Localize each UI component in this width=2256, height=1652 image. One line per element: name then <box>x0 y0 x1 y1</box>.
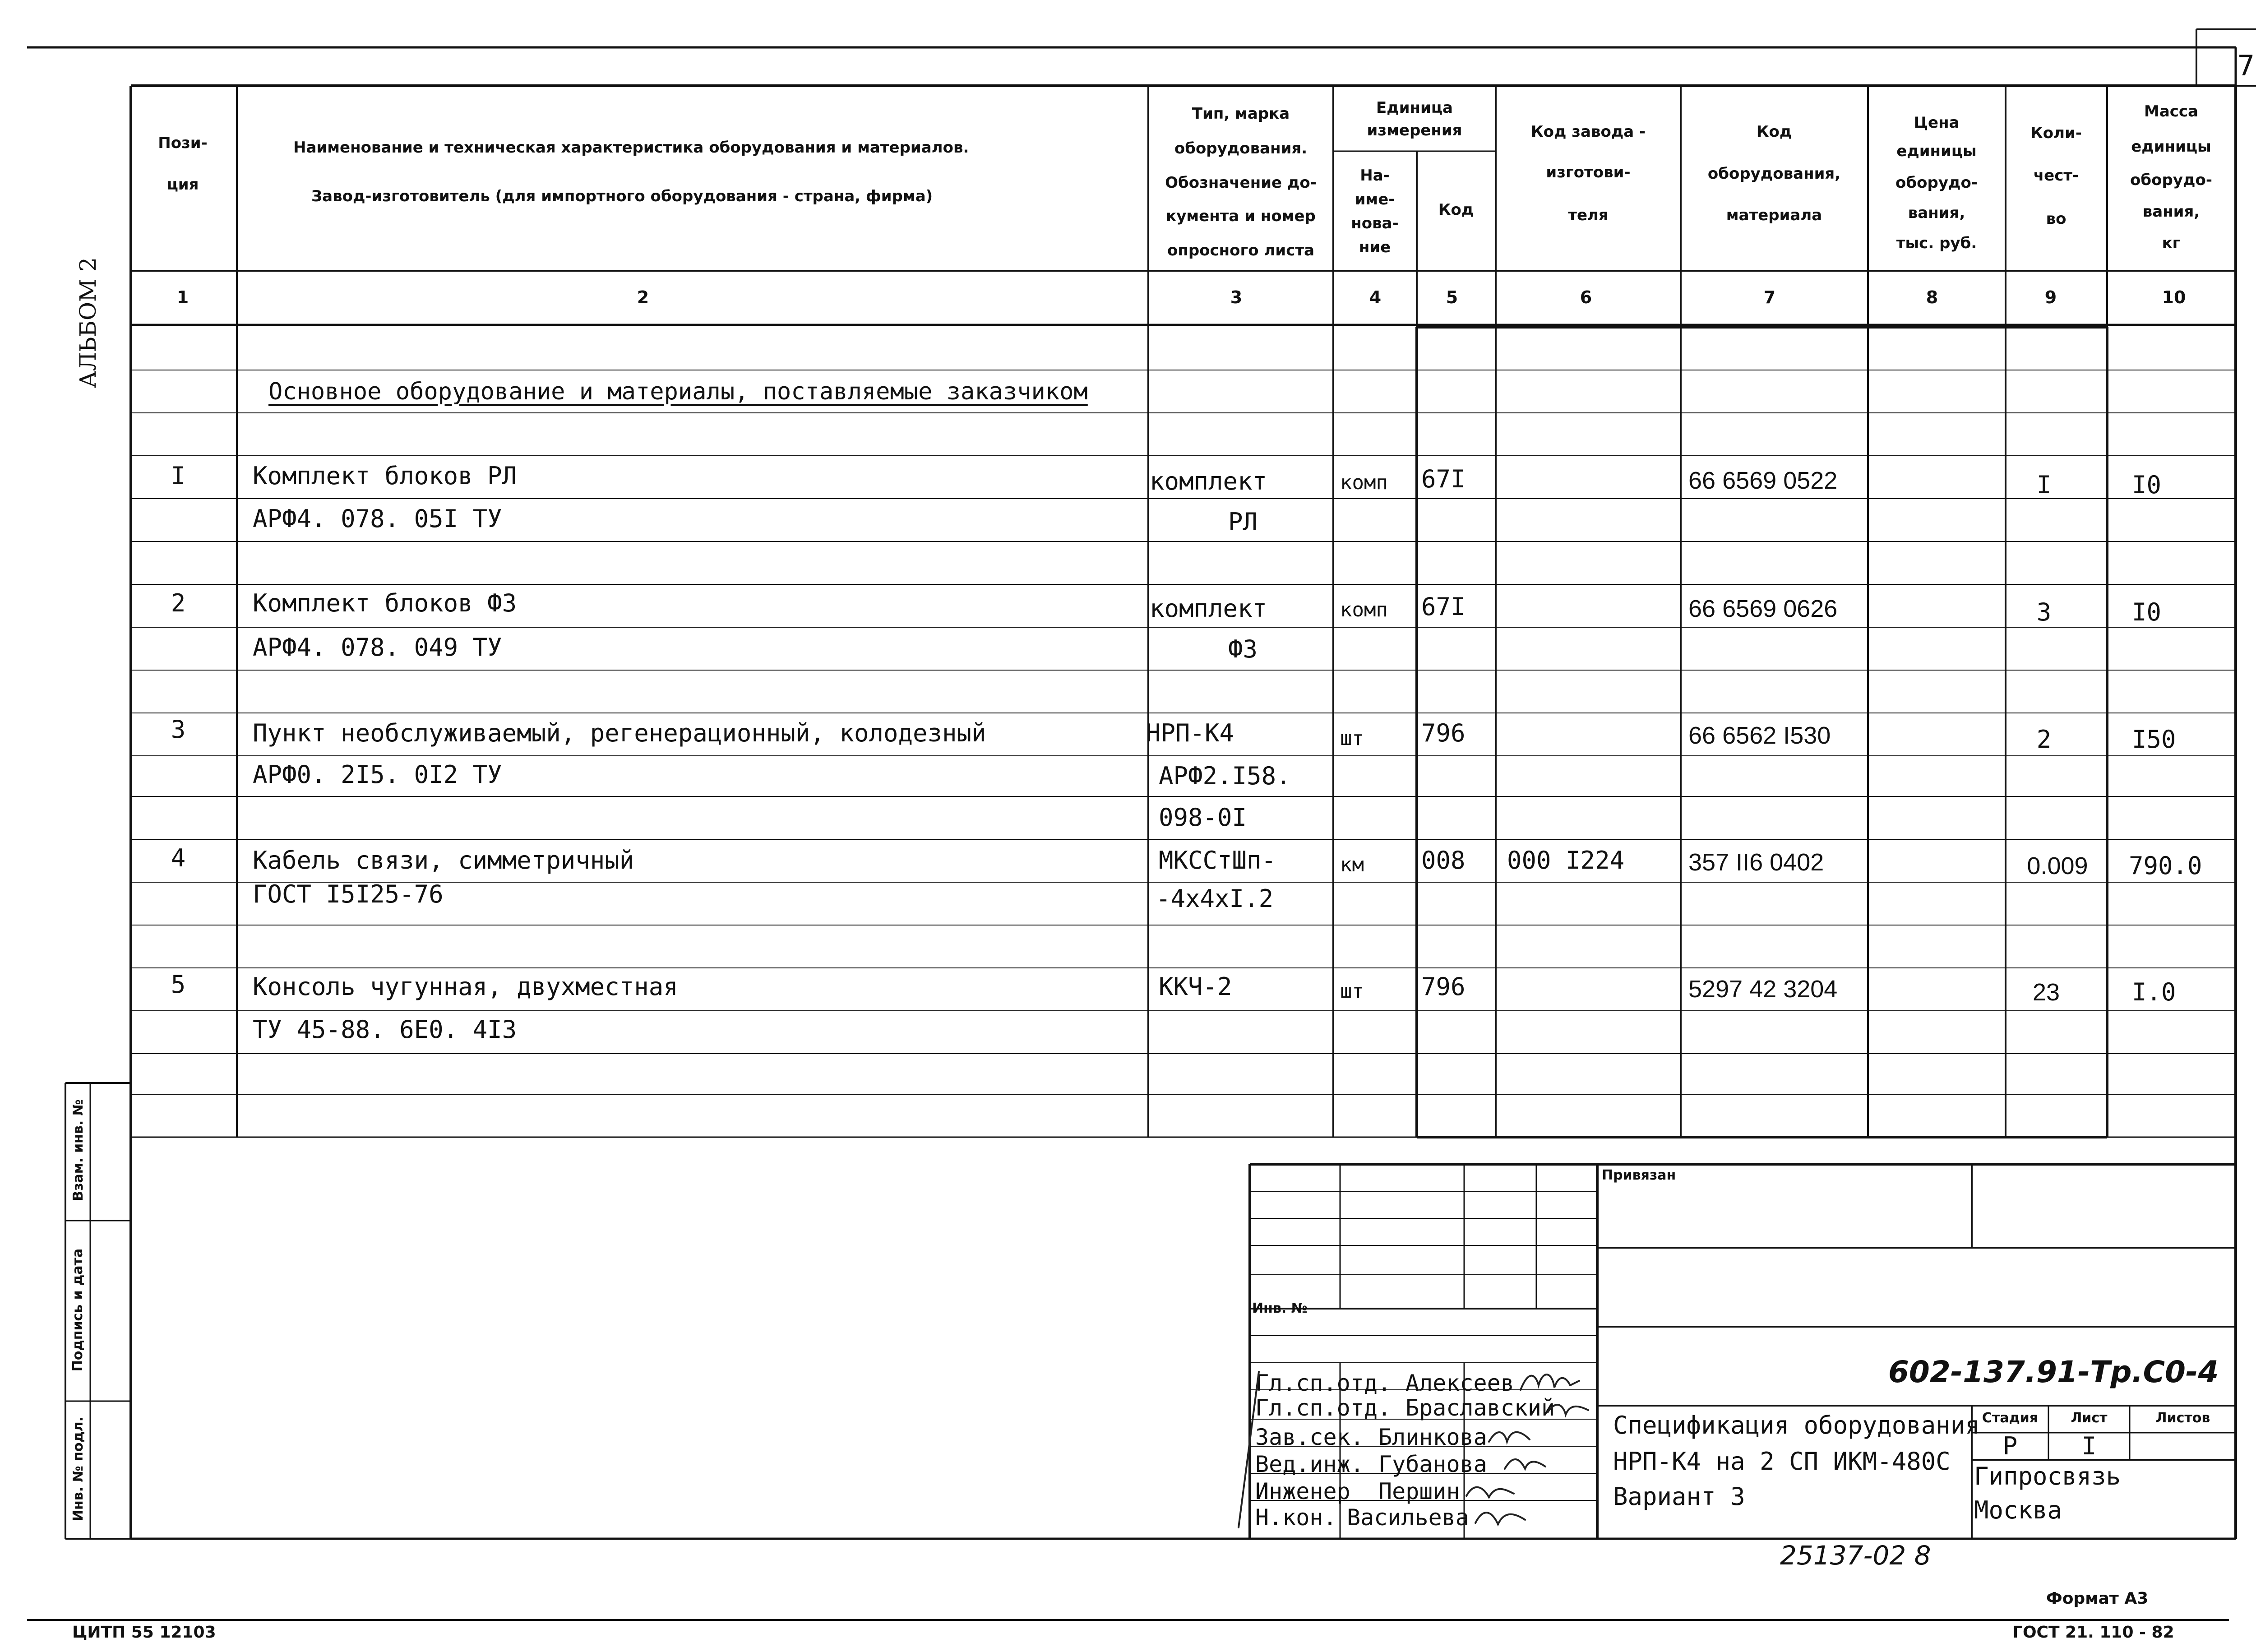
sheet-number: 7 <box>2237 49 2255 82</box>
item-1-mass: I0 <box>2132 471 2162 499</box>
header-type-line1: Тип, марка <box>1192 105 1290 123</box>
description-line3: Вариант 3 <box>1613 1482 1745 1511</box>
item-2-document: АРФ4. 078. 049 ТУ <box>253 633 502 662</box>
header-mass-line5: кг <box>2162 234 2181 252</box>
item-5-equipment-code: 5297 42 3204 <box>1688 976 1838 1003</box>
item-4-type-line2: -4х4хI.2 <box>1156 884 1274 913</box>
header-type-line4: кумента и номер <box>1166 207 1316 225</box>
header-equipment-code-line2: оборудования, <box>1707 165 1841 183</box>
item-5-position: 5 <box>171 970 186 999</box>
privyazan-label: Привязан <box>1602 1167 1676 1183</box>
signature-2-role: Гл.сп.отд. <box>1255 1395 1392 1421</box>
header-position-line1: Пози- <box>158 134 208 152</box>
item-2-type: комплект <box>1150 594 1267 623</box>
inventory-number-label: Инв. № <box>1252 1300 1308 1316</box>
signature-5-role: Инженер <box>1255 1478 1350 1504</box>
header-unit-group-line2: измерения <box>1367 121 1462 139</box>
item-2-mass: I0 <box>2132 598 2162 626</box>
item-3-name: Пункт необслуживаемый, регенерационный, колодезный <box>253 719 986 747</box>
stamp-original-inv: Инв. № подл. <box>70 1416 86 1522</box>
item-2-type-line2: ФЗ <box>1228 635 1258 663</box>
item-2-unit-code: 67I <box>1421 592 1465 621</box>
item-5-type: ККЧ-2 <box>1159 972 1232 1001</box>
column-number-3: 3 <box>1230 287 1243 307</box>
column-number-2: 2 <box>637 287 649 307</box>
header-price-line1: Цена <box>1914 114 1960 132</box>
description-line1: Спецификация оборудования <box>1613 1411 1980 1439</box>
item-1-equipment-code: 66 6569 0522 <box>1688 467 1838 494</box>
header-type-line5: опросного листа <box>1167 241 1315 259</box>
item-4-equipment-code: 357 II6 0402 <box>1688 849 1824 876</box>
item-3-unit: шт <box>1340 727 1364 750</box>
item-5-unit: шт <box>1340 980 1364 1003</box>
header-unit-group-line1: Единица <box>1376 99 1453 117</box>
header-equipment-code-line3: материала <box>1726 206 1822 224</box>
item-3-mass: I50 <box>2132 725 2176 754</box>
column-number-7: 7 <box>1763 287 1776 307</box>
signature-3-name: Блинкова <box>1378 1424 1487 1450</box>
item-3-equipment-code: 66 6562 I530 <box>1688 722 1831 749</box>
item-5-name: Консоль чугунная, двухместная <box>253 972 678 1001</box>
item-1-type: комплект <box>1150 467 1267 495</box>
header-price-line5: тыс. руб. <box>1896 234 1977 252</box>
header-unit-name-line4: ние <box>1359 238 1391 256</box>
item-1-unit: комп <box>1340 471 1388 494</box>
item-3-type-line2: АРФ2.I58. <box>1159 762 1291 790</box>
item-1-position: I <box>171 462 186 490</box>
item-1-quantity: I <box>2036 471 2052 499</box>
header-price-line2: единицы <box>1896 142 1977 160</box>
item-4-unit: км <box>1340 853 1364 876</box>
format-label: Формат А3 <box>2046 1589 2149 1608</box>
column-number-10: 10 <box>2162 287 2186 307</box>
item-3-type: НРП-К4 <box>1146 719 1234 747</box>
item-2-equipment-code: 66 6569 0626 <box>1688 595 1838 622</box>
section-title: Основное оборудование и материалы, поставляемые заказчиком <box>268 378 1088 405</box>
item-4-type: МКССтШп- <box>1159 846 1276 875</box>
item-4-position: 4 <box>171 844 186 872</box>
header-mass-line4: вания, <box>2142 203 2200 221</box>
footer-standard: ГОСТ 21. 110 - 82 <box>2012 1623 2174 1642</box>
signature-4-role: Вед.инж. <box>1255 1451 1364 1477</box>
item-3-position: 3 <box>171 715 186 744</box>
item-2-position: 2 <box>171 589 186 617</box>
signature-2-name: Браславский <box>1405 1395 1555 1421</box>
signature-1-role: Гл.сп.отд. <box>1255 1370 1392 1396</box>
stage-value: Р <box>2002 1432 2018 1460</box>
item-4-name: Кабель связи, симметричный <box>253 846 634 875</box>
signature-3-role: Зав.сек. <box>1255 1424 1364 1450</box>
item-5-mass: I.0 <box>2132 978 2176 1006</box>
item-4-factory-code: 000 I224 <box>1507 846 1625 875</box>
signature-5-name: Першин <box>1378 1478 1460 1504</box>
header-position-line2: ция <box>166 176 199 194</box>
header-equipment-code-line1: Код <box>1756 123 1792 141</box>
header-factory-code-line3: теля <box>1568 206 1609 224</box>
header-mass-line2: единицы <box>2131 138 2211 156</box>
header-unit-name-line2: име- <box>1355 190 1395 208</box>
item-1-unit-code: 67I <box>1421 465 1465 493</box>
sheet-label: Лист <box>2071 1410 2108 1426</box>
sheets-label: Листов <box>2155 1410 2210 1426</box>
header-name-line1: Наименование и техническая характеристика оборудования и материалов. <box>293 139 969 157</box>
header-unit-name-line1: На- <box>1360 167 1390 185</box>
item-2-quantity: 3 <box>2036 598 2052 626</box>
header-factory-code-line2: изготови- <box>1546 163 1631 181</box>
archive-number: 25137-02 8 <box>1780 1540 1931 1571</box>
item-3-unit-code: 796 <box>1421 719 1465 747</box>
header-name-line2: Завод-изготовитель (для импортного оборудования - страна, фирма) <box>311 187 933 205</box>
header-quantity-line1: Коли- <box>2030 124 2082 142</box>
album-label: АЛЬБОМ 2 <box>75 257 101 388</box>
organization-city: Москва <box>1974 1496 2062 1524</box>
item-5-unit-code: 796 <box>1421 972 1465 1001</box>
signature-6-name: Васильева <box>1347 1504 1469 1531</box>
header-unit-name-line3: нова- <box>1351 214 1399 232</box>
stamp-replaced-inv: Взам. инв. № <box>70 1099 86 1201</box>
signature-6-role: Н.кон. <box>1255 1504 1337 1531</box>
column-number-6: 6 <box>1580 287 1592 307</box>
stamp-signature-date: Подпись и дата <box>70 1248 86 1372</box>
footer-left-code: ЦИТП 55 12103 <box>72 1623 216 1642</box>
signature-1-name: Алексеев <box>1405 1370 1514 1396</box>
column-number-8: 8 <box>1926 287 1938 307</box>
header-unit-code: Код <box>1438 201 1474 219</box>
item-4-document: ГОСТ I5I25-76 <box>253 880 444 908</box>
item-5-document: ТУ 45-88. 6Е0. 4I3 <box>253 1015 517 1044</box>
header-mass-line3: оборудо- <box>2130 171 2212 189</box>
description-line2: НРП-К4 на 2 СП ИКМ-480С <box>1613 1447 1951 1476</box>
item-5-quantity: 23 <box>2032 979 2060 1006</box>
header-price-line4: вания, <box>1908 204 1965 222</box>
item-3-type-line3: 098-0I <box>1159 803 1247 832</box>
column-number-9: 9 <box>2044 287 2057 307</box>
stage-label: Стадия <box>1982 1410 2039 1426</box>
document-code: 602-137.91-Тр.С0-4 <box>1888 1355 2219 1389</box>
header-price-line3: оборудо- <box>1895 174 1978 192</box>
signature-4-name: Губанова <box>1378 1451 1487 1477</box>
header-mass-line1: Масса <box>2144 102 2199 120</box>
item-1-type-line2: РЛ <box>1228 508 1258 536</box>
item-4-quantity: 0.009 <box>2027 852 2088 879</box>
header-quantity-line3: во <box>2046 210 2066 228</box>
organization-name: Гипросвязь <box>1974 1462 2121 1490</box>
column-number-4: 4 <box>1369 287 1382 307</box>
header-quantity-line2: чест- <box>2033 167 2079 185</box>
sheet-value: I <box>2081 1432 2097 1460</box>
item-4-mass: 790.0 <box>2129 851 2202 880</box>
header-type-line2: оборудования. <box>1174 139 1308 157</box>
item-2-unit: комп <box>1340 598 1388 621</box>
item-4-unit-code: 008 <box>1421 846 1465 875</box>
header-factory-code-line1: Код завода - <box>1530 123 1646 141</box>
column-number-5: 5 <box>1446 287 1458 307</box>
column-number-1: 1 <box>176 287 189 307</box>
header-type-line3: Обозначение до- <box>1165 174 1317 192</box>
item-3-document: АРФ0. 2I5. 0I2 ТУ <box>253 760 502 789</box>
item-1-document: АРФ4. 078. 05I ТУ <box>253 504 502 533</box>
item-2-name: Комплект блоков ФЗ <box>253 589 517 617</box>
item-1-name: Комплект блоков РЛ <box>253 462 517 490</box>
item-3-quantity: 2 <box>2036 725 2052 754</box>
